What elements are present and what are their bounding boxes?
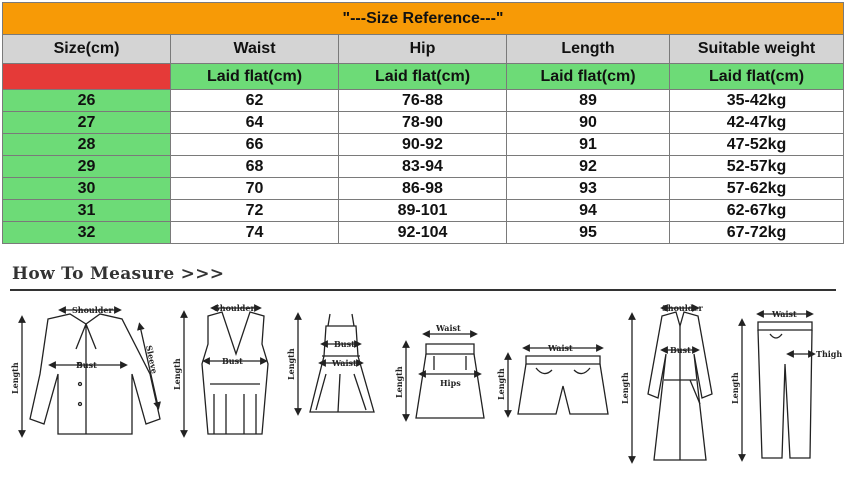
label-waist-5: Waist — [548, 343, 573, 353]
cell-size: 30 — [3, 178, 171, 200]
cell-hip: 76-88 — [339, 90, 507, 112]
cell-waist: 68 — [171, 156, 339, 178]
label-shoulder-1: Shoulder — [72, 305, 113, 315]
cell-weight: 52-57kg — [670, 156, 844, 178]
label-length-3: Length — [286, 348, 296, 380]
subheader-length: Laid flat(cm) — [507, 64, 670, 90]
cell-weight: 62-67kg — [670, 200, 844, 222]
label-waist-3: Waist — [332, 358, 357, 368]
divider — [10, 289, 836, 291]
measure-title: How To Measure >>> — [12, 264, 225, 284]
table-row — [3, 222, 844, 244]
cell-length: 91 — [507, 134, 670, 156]
label-bust-3: Bust — [334, 339, 355, 349]
cell-hip: 83-94 — [339, 156, 507, 178]
cell-waist: 66 — [171, 134, 339, 156]
blouse-figure — [22, 310, 160, 434]
cell-weight: 57-62kg — [670, 178, 844, 200]
label-bust-2: Bust — [222, 356, 243, 366]
table-row — [3, 90, 844, 112]
header-weight: Suitable weight — [670, 35, 844, 64]
how-to-measure-section — [0, 256, 845, 481]
cell-weight: 35-42kg — [670, 90, 844, 112]
cell-hip: 92-104 — [339, 222, 507, 244]
label-length-1: Length — [10, 362, 20, 394]
skirt-figure — [406, 334, 484, 418]
cell-waist: 72 — [171, 200, 339, 222]
subheader-hip: Laid flat(cm) — [339, 64, 507, 90]
label-sleeve: Sleeve — [144, 344, 160, 375]
subheader-waist: Laid flat(cm) — [171, 64, 339, 90]
label-waist-7: Waist — [772, 309, 797, 319]
label-hips: Hips — [440, 378, 461, 388]
size-reference-table — [2, 2, 844, 244]
cell-length: 94 — [507, 200, 670, 222]
cell-length: 92 — [507, 156, 670, 178]
table-row — [3, 156, 844, 178]
label-length-7: Length — [730, 372, 740, 404]
header-length: Length — [507, 35, 670, 64]
cell-waist: 62 — [171, 90, 339, 112]
cell-length: 95 — [507, 222, 670, 244]
label-length-4: Length — [394, 366, 404, 398]
cell-length: 93 — [507, 178, 670, 200]
cell-hip: 86-98 — [339, 178, 507, 200]
cell-hip: 90-92 — [339, 134, 507, 156]
cell-weight: 42-47kg — [670, 112, 844, 134]
vest-figure — [184, 308, 268, 434]
cell-hip: 89-101 — [339, 200, 507, 222]
label-shoulder-2: Shoulder — [214, 303, 255, 313]
label-shoulder-6: Shoulder — [662, 303, 703, 313]
table-title: "---Size Reference---" — [3, 3, 844, 35]
cell-size: 32 — [3, 222, 171, 244]
header-hip: Hip — [339, 35, 507, 64]
header-size: Size(cm) — [3, 35, 171, 64]
subheader-weight: Laid flat(cm) — [670, 64, 844, 90]
table-row — [3, 134, 844, 156]
cell-length: 89 — [507, 90, 670, 112]
cell-waist: 74 — [171, 222, 339, 244]
cell-size: 31 — [3, 200, 171, 222]
cell-size: 29 — [3, 156, 171, 178]
cell-length: 90 — [507, 112, 670, 134]
subheader-size — [3, 64, 171, 90]
trousers-figure — [742, 314, 812, 458]
shorts-figure — [508, 348, 608, 414]
cell-waist: 64 — [171, 112, 339, 134]
cell-weight: 47-52kg — [670, 134, 844, 156]
cell-weight: 67-72kg — [670, 222, 844, 244]
cell-hip: 78-90 — [339, 112, 507, 134]
label-length-6: Length — [620, 372, 630, 404]
table-row — [3, 178, 844, 200]
label-bust-1: Bust — [76, 360, 97, 370]
label-waist-4: Waist — [436, 323, 461, 333]
cell-size: 26 — [3, 90, 171, 112]
cell-size: 27 — [3, 112, 171, 134]
cell-size: 28 — [3, 134, 171, 156]
coat-figure — [632, 308, 712, 460]
header-waist: Waist — [171, 35, 339, 64]
cell-waist: 70 — [171, 178, 339, 200]
table-row — [3, 112, 844, 134]
label-bust-6: Bust — [670, 345, 691, 355]
label-thigh: Thigh — [816, 349, 843, 359]
label-length-2: Length — [172, 358, 182, 390]
measurement-illustrations — [0, 294, 845, 480]
table-row — [3, 200, 844, 222]
label-length-5: Length — [496, 368, 506, 400]
